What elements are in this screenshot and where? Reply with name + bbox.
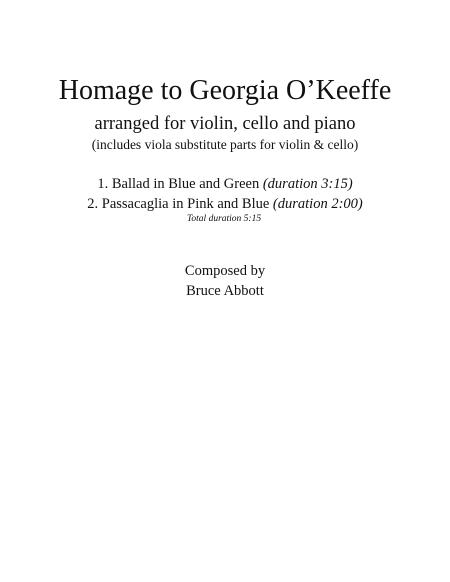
total-duration: Total duration 5:15 xyxy=(187,214,262,224)
movement-label: 2. Passacaglia in Pink and Blue xyxy=(87,195,270,212)
composed-by-label: Composed by xyxy=(184,263,266,279)
movement-duration: (duration 3:15) xyxy=(262,176,353,192)
movement-item xyxy=(0,195,450,215)
movement-list xyxy=(0,175,450,214)
instrumentation-subtitle: arranged for violin, cello and piano xyxy=(94,114,356,134)
composer-name: Bruce Abbott xyxy=(186,283,264,299)
viola-parts-note: (includes viola substitute parts for violin & cello) xyxy=(91,137,359,152)
movement-item xyxy=(0,175,450,195)
page-title: Homage to Georgia O’Keeffe xyxy=(58,75,392,106)
movement-duration: (duration 2:00) xyxy=(272,195,363,212)
movement-label: 1. Ballad in Blue and Green xyxy=(97,176,260,192)
